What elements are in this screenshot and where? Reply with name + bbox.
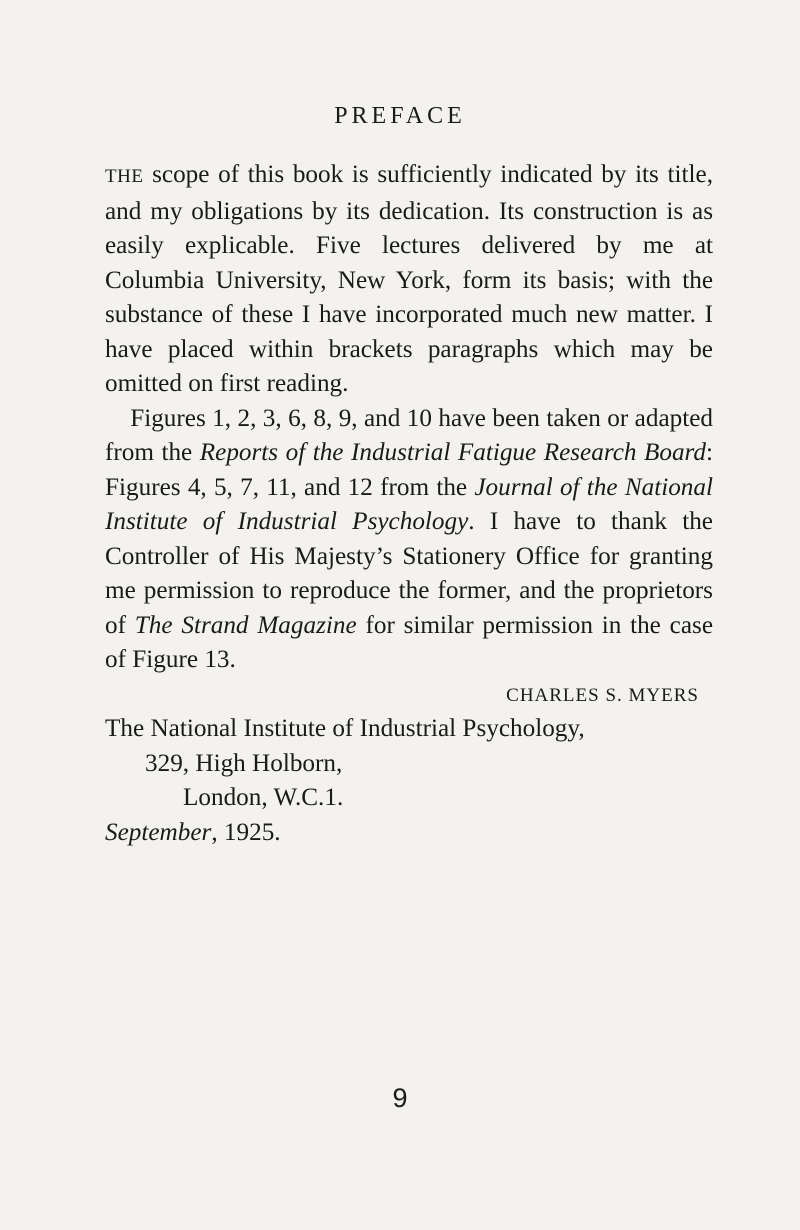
date-line — [105, 816, 713, 851]
address-line-2: 329, High Holborn, — [145, 749, 343, 777]
page-number: 9 — [392, 1083, 408, 1113]
figures-text-1: Figures 1, 2, 3, 6, 8, 9, and 10 have been taken or adapted from the — [105, 404, 713, 466]
date-month: September — [105, 818, 212, 846]
paragraph-scope-text: scope of this book is sufficiently indicated by its title, and my obligations by its dedication. Its construction is as easily explicable. Five lectures delivered by me at Columbia University, New York, form its basis; with the substance of these I have incorporated much new matter. I have placed within brackets paragraphs which may be omitted on first reading. — [105, 161, 713, 397]
figures-italic-journal: Journal of the National Institute of Industrial Psychology — [105, 473, 713, 535]
figures-italic-reports: Reports of the Industrial Fatigue Research Board — [199, 439, 707, 466]
figures-text-4: for similar permission in the case of Figure 13. — [105, 611, 713, 673]
date-year: , 1925. — [211, 818, 281, 846]
paragraph-scope — [105, 158, 713, 402]
preface-body — [105, 158, 713, 850]
paragraph-figures — [105, 402, 713, 678]
page-title: PREFACE — [334, 103, 466, 129]
figures-italic-strand: The Strand Magazine — [134, 611, 357, 639]
paragraph-lead-word: THE — [105, 166, 144, 187]
figures-text-2: : Figures 4, 5, 7, 11, and 12 from the — [105, 439, 714, 501]
address-line-1: The National Institute of Industrial Psychology, — [105, 715, 585, 742]
author-signature: CHARLES S. MYERS — [506, 684, 699, 706]
address-line-3: London, W.C.1. — [183, 784, 344, 811]
figures-text-3: . I have to thank the Controller of His Majesty’s Stationery Office for granting me permission to reproduce the former, and the proprietors of — [105, 508, 713, 639]
